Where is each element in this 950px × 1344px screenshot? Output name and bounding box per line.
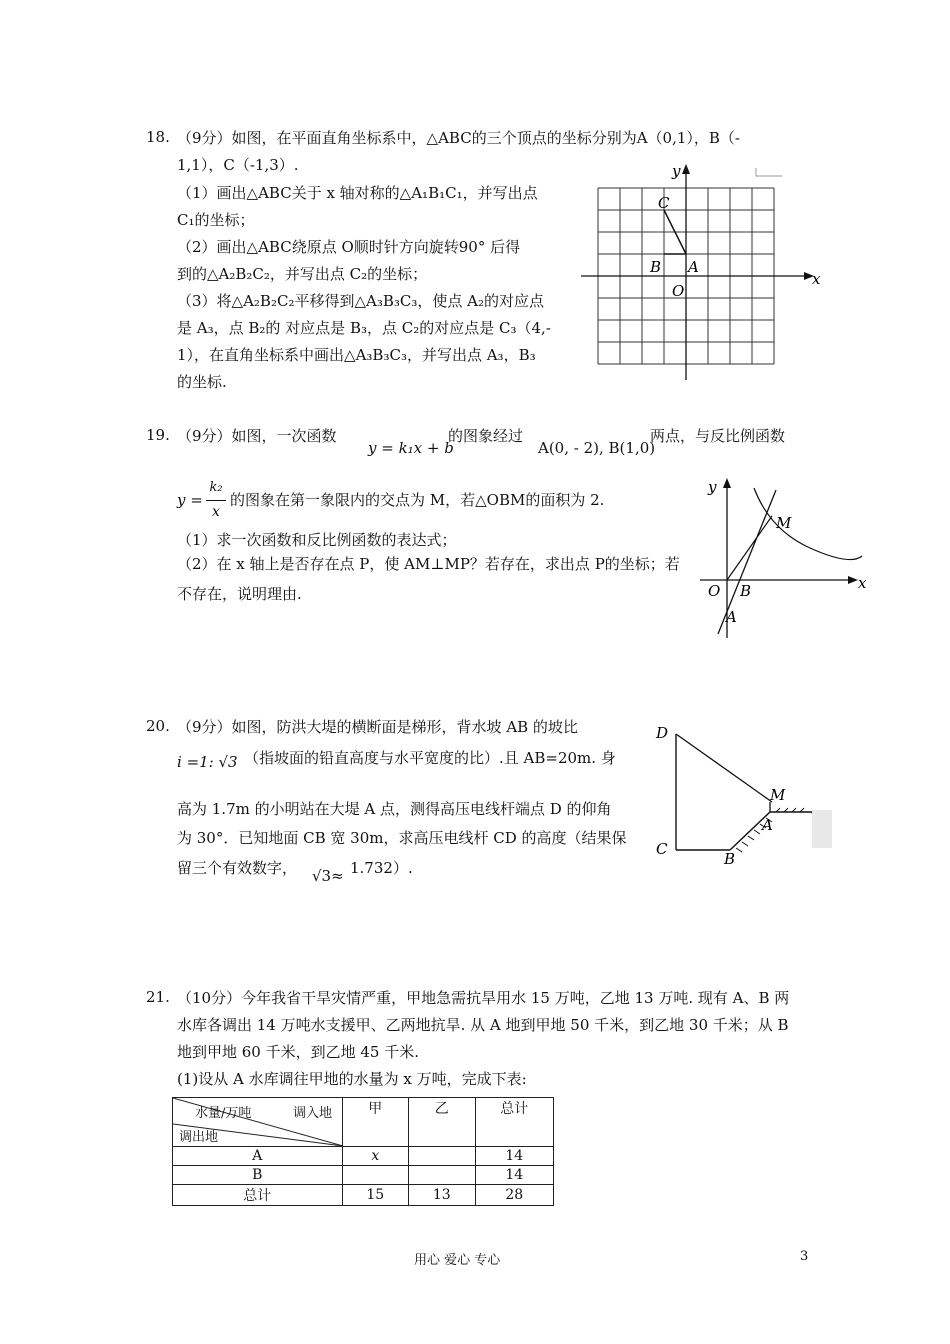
- q19-line-4: （2）在 x 轴上是否存在点 P，使 AM⊥MP？若存在，求出点 P的坐标；若: [177, 555, 680, 573]
- q19-graph-figure: [690, 470, 880, 640]
- label-C: C: [656, 840, 668, 858]
- label-A: A: [726, 608, 737, 626]
- label-B: B: [740, 582, 752, 600]
- q19-line-2: 的图象在第一象限内的交点为 M，若△OBM的面积为 2.: [230, 491, 605, 509]
- page-number: 3: [800, 1249, 809, 1264]
- q19-number: 19.: [146, 426, 170, 444]
- diag-label-destination: 调入地: [293, 1106, 333, 1121]
- q20-dam-figure: [650, 720, 845, 868]
- header-jia: 甲: [342, 1098, 409, 1147]
- q18-line-1: （9分）如图，在平面直角坐标系中，△ABC的三个顶点的坐标分别为A（0,1），B（-: [177, 129, 740, 147]
- table-cell: 28: [475, 1185, 553, 1206]
- y-axis-arrow: [682, 164, 690, 174]
- dam-slope: [730, 812, 822, 850]
- q19-line-1b: 的图象经过: [448, 427, 524, 445]
- table-cell: 13: [409, 1185, 476, 1206]
- q19-y-equals: y =: [177, 491, 203, 509]
- table-row: [173, 1185, 554, 1206]
- table-row: [173, 1147, 554, 1166]
- table-cell: [409, 1166, 476, 1185]
- table-cell: 15: [342, 1185, 409, 1206]
- q18-line-2: 1,1），C（-1,3）.: [177, 156, 299, 174]
- q21-line-4: (1)设从 A 水库调往甲地的水量为 x 万吨，完成下表:: [177, 1070, 527, 1088]
- table-cell: 14: [475, 1147, 553, 1166]
- table-cell: [409, 1147, 476, 1166]
- q20-line-5b: 1.732）.: [350, 859, 413, 877]
- q19-frac-bar: [206, 500, 226, 501]
- diag-label-source: 调出地: [179, 1130, 219, 1145]
- water-area: [812, 810, 832, 848]
- q18-number: 18.: [146, 128, 170, 146]
- q21-line-2: 水库各调出 14 万吨水支援甲、乙两地抗旱. 从 A 地到甲地 50 千米，到乙地 30 千米；从 B: [177, 1016, 789, 1034]
- q19-line-1a: （9分）如图，一次函数: [177, 427, 337, 445]
- label-y: y: [708, 478, 717, 496]
- table-cell: 14: [475, 1166, 553, 1185]
- table-cell: x: [342, 1147, 409, 1166]
- segment-OM: [727, 516, 772, 580]
- label-O: O: [708, 582, 721, 600]
- label-x: x: [812, 270, 821, 288]
- label-C: C: [658, 194, 670, 212]
- q18-line-8: 是 A₃，点 B₂的 对应点是 B₃，点 C₂的对应点是 C₃（4,-: [177, 319, 551, 337]
- table-row: [173, 1166, 554, 1185]
- label-A: A: [762, 816, 773, 834]
- row-label: 总计: [173, 1185, 343, 1206]
- corner-mark: [756, 168, 782, 176]
- q20-number: 20.: [146, 717, 170, 735]
- label-A: A: [688, 258, 699, 276]
- label-x: x: [858, 574, 867, 592]
- q19-line-1c: 两点，与反比例函数: [650, 427, 786, 445]
- header-yi: 乙: [409, 1098, 476, 1147]
- q20-line-2: （指坡面的铅直高度与水平宽度的比）.且 AB=20m. 身: [244, 749, 616, 767]
- label-M: M: [776, 514, 792, 532]
- q18-grid-figure: [576, 158, 836, 383]
- q21-line-3: 地到甲地 60 千米，到乙地 45 千米.: [177, 1043, 420, 1061]
- q20-line-5a: 留三个有效数字，: [177, 859, 298, 877]
- q19-line-3: （1）求一次函数和反比例函数的表达式；: [177, 531, 457, 549]
- x-axis-arrow: [848, 576, 858, 584]
- footer-text: 用心 爱心 专心: [414, 1253, 501, 1268]
- q18-line-10: 的坐标.: [177, 373, 227, 391]
- q18-line-5: （2）画出△ABC绕原点 O顺时针方向旋转90° 后得: [177, 238, 521, 256]
- y-axis-arrow: [723, 478, 731, 488]
- q18-line-3: （1）画出△ABC关于 x 轴对称的△A₁B₁C₁，并写出点: [177, 184, 538, 202]
- table-header-row: [173, 1098, 554, 1147]
- label-B: B: [724, 850, 736, 868]
- q18-line-4: C₁的坐标；: [177, 211, 255, 229]
- q19-frac-numerator: k₂: [209, 480, 223, 495]
- hyperbola-curve: [754, 488, 862, 560]
- label-M: M: [770, 786, 786, 804]
- q18-line-6: 到的△A₂B₂C₂，并写出点 C₂的坐标；: [177, 265, 428, 283]
- label-D: D: [656, 724, 669, 742]
- q20-line-3: 高为 1.7m 的小明站在大堤 A 点，测得高压电线杆端点 D 的仰角: [177, 800, 612, 818]
- label-O: O: [672, 282, 685, 300]
- diag-label-quantity: 水量/万吨: [195, 1106, 252, 1121]
- q20-slope-formula: i =1: √3: [177, 753, 238, 771]
- sightline-DM: [676, 734, 772, 802]
- q20-sqrt3: √3≈: [312, 867, 344, 885]
- row-label: B: [173, 1166, 343, 1185]
- q20-line-4: 为 30°．已知地面 CB 宽 30m，求高压电线杆 CD 的高度（结果保: [177, 829, 627, 847]
- q21-number: 21.: [146, 988, 170, 1006]
- row-label: A: [173, 1147, 343, 1166]
- q21-table: [172, 1097, 554, 1206]
- table-cell: [342, 1166, 409, 1185]
- header-total: 总计: [475, 1098, 553, 1147]
- diagonal-header-cell: [173, 1098, 343, 1147]
- q19-frac-denominator: x: [212, 504, 220, 520]
- q18-line-9: 1），在直角坐标系中画出△A₃B₃C₃，并写出点 A₃，B₃: [177, 346, 536, 364]
- label-B: B: [650, 258, 662, 276]
- q19-line-5: 不存在，说明理由.: [177, 585, 302, 603]
- q20-line-1: （9分）如图，防洪大堤的横断面是梯形，背水坡 AB 的坡比: [177, 718, 578, 736]
- q19-points: A(0, - 2), B(1,0): [538, 439, 656, 457]
- q19-formula-linear: y = k₁x + b: [368, 439, 454, 457]
- q21-line-1: （10分）今年我省干旱灾情严重，甲地急需抗旱用水 15 万吨，乙地 13 万吨. 现有 A、B 两: [177, 989, 790, 1007]
- label-y: y: [672, 162, 681, 180]
- q18-line-7: （3）将△A₂B₂C₂平移得到△A₃B₃C₃，使点 A₂的对应点: [177, 292, 544, 310]
